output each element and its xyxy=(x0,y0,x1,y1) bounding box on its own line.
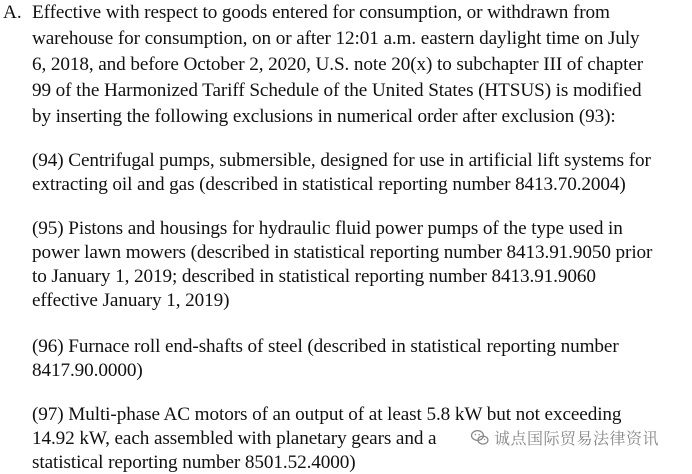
intro-line: warehouse for consumption, on or after 12:01 a.m. eastern daylight time on July xyxy=(32,28,640,49)
intro-line: 6, 2018, and before October 2, 2020, U.S. note 20(x) to subchapter III of chapter xyxy=(32,54,644,75)
exclusion-97-line: 14.92 kW, each assembled with planetary gears and a xyxy=(32,428,437,449)
watermark-text: 诚点国际贸易法律资讯 xyxy=(494,429,660,448)
exclusion-96-line: 8417.90.0000) xyxy=(32,360,143,381)
exclusion-96-line: (96) Furnace roll end-shafts of steel (described in statistical reporting number xyxy=(32,336,619,357)
exclusion-97-line: (97) Multi-phase AC motors of an output of at least 5.8 kW but not exceeding xyxy=(32,404,622,425)
intro-line: by inserting the following exclusions in numerical order after exclusion (93): xyxy=(32,106,616,127)
exclusion-95-line: power lawn mowers (described in statistical reporting number 8413.91.9050 prior xyxy=(32,242,653,263)
exclusion-94-line: (94) Centrifugal pumps, submersible, designed for use in artificial lift systems for xyxy=(32,150,651,171)
wechat-icon xyxy=(470,428,490,448)
exclusion-95-line: (95) Pistons and housings for hydraulic fluid power pumps of the type used in xyxy=(32,218,623,239)
intro-line: 99 of the Harmonized Tariff Schedule of the United States (HTSUS) is modified xyxy=(32,80,642,101)
exclusion-95-line: effective January 1, 2019) xyxy=(32,290,230,311)
section-marker: A. xyxy=(3,2,22,23)
exclusion-97-line: statistical reporting number 8501.52.4000) xyxy=(32,452,356,473)
intro-line: Effective with respect to goods entered for consumption, or withdrawn from xyxy=(32,2,610,23)
exclusion-95-line: to January 1, 2019; described in statistical reporting number 8413.91.9060 xyxy=(32,266,596,287)
watermark xyxy=(470,426,659,449)
exclusion-94-line: extracting oil and gas (described in statistical reporting number 8413.70.2004) xyxy=(32,174,626,195)
